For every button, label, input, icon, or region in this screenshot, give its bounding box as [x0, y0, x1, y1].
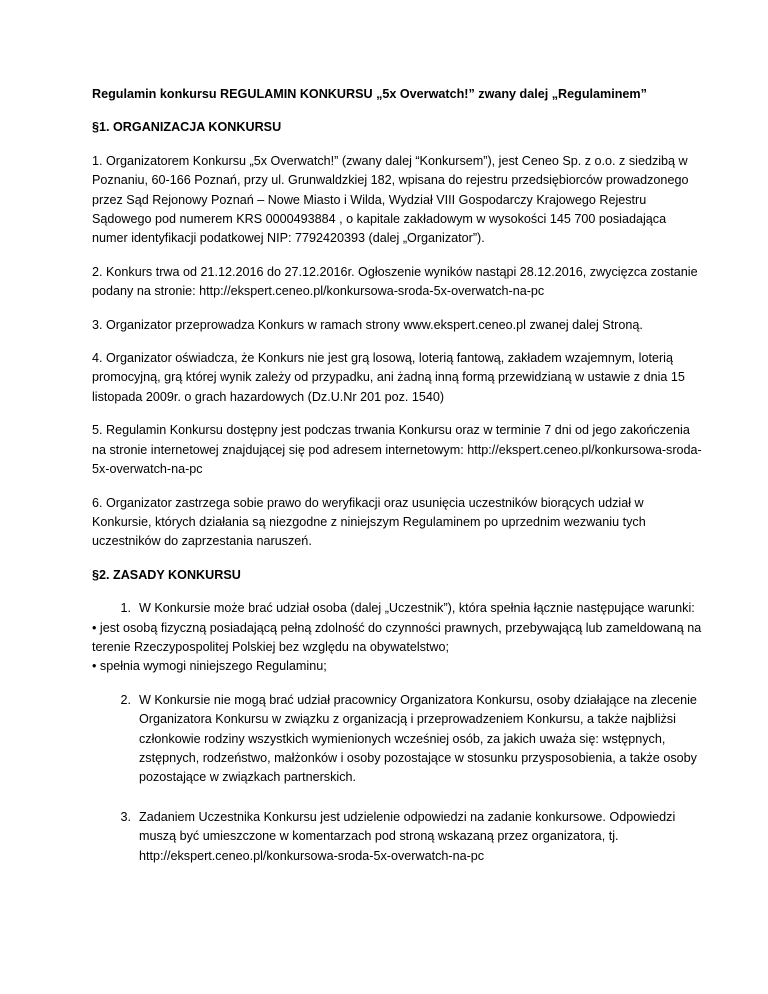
bullet-item: • spełnia wymogi niniejszego Regulaminu; — [92, 659, 327, 674]
section-2-heading: §2. ZASADY KONKURSU — [92, 567, 241, 582]
list-item — [92, 808, 702, 866]
list-item-number: 2. — [120, 692, 131, 707]
bullet-item: • jest osobą fizyczną posiadającą pełną zdolność do czynności prawnych, przebywającą lub zameldowaną na terenie Rzeczypospolitej Polskiej bez względu na obywatelstwo; — [92, 620, 702, 654]
list-item — [92, 599, 702, 677]
list-item-text: W Konkursie może brać udział osoba (dalej „Uczestnik”), która spełnia łącznie następujące warunki: — [139, 601, 695, 616]
list-item — [92, 691, 702, 788]
document-content — [92, 85, 702, 866]
document-title: Regulamin konkursu REGULAMIN KONKURSU „5x Overwatch!” zwany dalej „Regulaminem” — [92, 87, 647, 101]
section-1-paragraph-1: 1. Organizatorem Konkursu „5x Overwatch!” (zwany dalej “Konkursem”), jest Ceneo Sp. z o.o. z siedzibą w Poznaniu, 60-166 Poznań, przy ul. Grunwaldzkiej 182, wpisana do rejestru przedsiębiorców prowadzonego przez Sąd Rejonowy Poznań – Nowe Miasto i Wilda, Wydział VIII Gospodarczy Krajowego Rejestru Sądowego pod numerem KRS 0000493884 , o kapitale zakładowym w wysokości 145 700 posiadająca numer identyfikacji podatkowej NIP: 7792420393 (dalej „Organizator”). — [92, 153, 689, 246]
list-item-text: W Konkursie nie mogą brać udział pracownicy Organizatora Konkursu, osoby działające na zlecenie Organizatora Konkursu w związku z organizacją i przeprowadzeniem Konkursu, a także najbliżsi członkowie rodziny wszystkich wymienionych wcześniej osób, za jakich uważa się: wstępnych, zstępnych, rodzeństwo, małżonków i osoby pozostające w stosunku przysposobienia, a także osoby pozostające w związkach partnerskich. — [139, 692, 697, 785]
bullet-list — [92, 619, 702, 677]
list-item-number: 3. — [120, 809, 131, 824]
section-1-paragraph-6: 6. Organizator zastrzega sobie prawo do weryfikacji oraz usunięcia uczestników biorących udział w Konkursie, których działania są niezgodne z niniejszym Regulaminem po uprzednim wezwaniu tych uczestników do zaprzestania naruszeń. — [92, 495, 646, 549]
section-1-heading: §1. ORGANIZACJA KONKURSU — [92, 120, 282, 135]
section-1-paragraph-2: 2. Konkurs trwa od 21.12.2016 do 27.12.2016r. Ogłoszenie wyników nastąpi 28.12.2016, zwycięzca zostanie podany na stronie: http://ekspert.ceneo.pl/konkursowa-sroda-5x-overwatch-na-pc — [92, 264, 698, 299]
section-1-paragraph-3: 3. Organizator przeprowadza Konkurs w ramach strony www.ekspert.ceneo.pl zwanej dalej Stroną. — [92, 317, 643, 332]
list-item-number: 1. — [120, 601, 131, 616]
section-2-list — [92, 599, 702, 866]
section-1-paragraph-4: 4. Organizator oświadcza, że Konkurs nie jest grą losową, loterią fantową, zakładem wzajemnym, loterią promocyjną, grą której wynik zależy od przypadku, ani żadną inną formą przewidzianą w ustawie z dnia 15 listopada 2009r. o grach hazardowych (Dz.U.Nr 201 poz. 1540) — [92, 351, 685, 404]
list-item-text: Zadaniem Uczestnika Konkursu jest udzielenie odpowiedzi na zadanie konkursowe. Odpowiedzi muszą być umieszczone w komentarzach pod stroną wskazaną przez organizatora, tj. http://ekspert.ceneo.pl/konkursowa-sroda-5x-overwatch-na-pc — [139, 809, 676, 863]
section-1-paragraph-5: 5. Regulamin Konkursu dostępny jest podczas trwania Konkursu oraz w terminie 7 dni od jego zakończenia na stronie internetowej znajdującej się pod adresem internetowym: http://ekspert.ceneo.pl/konkursowa-sroda-5x-overwatch-na-pc — [92, 423, 702, 477]
